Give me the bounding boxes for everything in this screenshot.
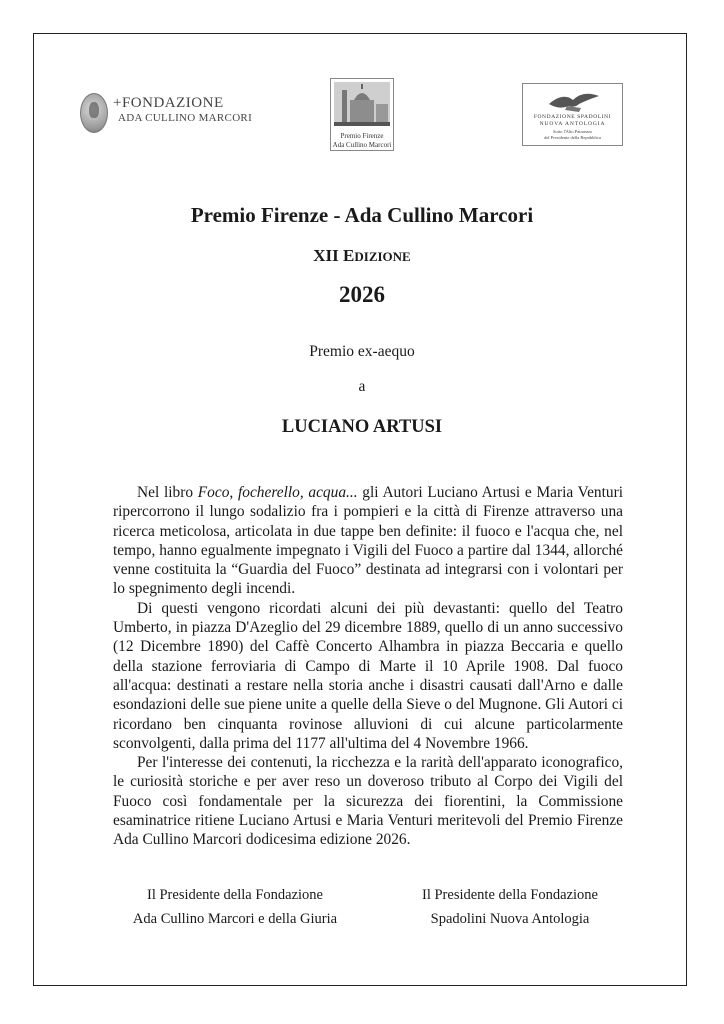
fondazione-logo-subtitle: ADA CULLINO MARCORI	[118, 112, 253, 124]
premio-firenze-logo	[330, 78, 394, 151]
portrait-medallion-icon	[80, 93, 108, 133]
award-type: Premio ex-aequo	[309, 343, 415, 360]
spadolini-logo-line1: FONDAZIONE SPADOLINI	[533, 114, 612, 120]
signature-right	[390, 883, 630, 931]
paragraph-1	[113, 483, 623, 599]
premio-logo-line1: Premio Firenze	[340, 132, 384, 140]
signature-left-line2: Ada Cullino Marcori e della Giuria	[132, 911, 338, 927]
spadolini-logo-line4: del Presidente della Repubblica	[544, 135, 601, 140]
edition-initial: E	[343, 246, 355, 265]
eagle-emblem-icon	[545, 88, 601, 114]
spadolini-logo-line2: NUOVA ANTOLOGIA	[539, 121, 606, 127]
edition-year: 2026	[339, 282, 385, 307]
paragraph-1-start: Nel libro	[137, 484, 198, 501]
spadolini-logo	[522, 83, 623, 146]
edition-number: XII	[313, 246, 339, 265]
signature-left-line1: Il Presidente della Fondazione	[147, 887, 323, 903]
paragraph-1-rest: gli Autori Luciano Artusi e Maria Venturi ripercorrono il lungo sodalizio fra i pompieri e la città di Firenze attraverso una ricerca meticolosa, articolata in due tappe ben definite: il fuoco e l'acqua che, nel tempo, hanno egualmente impegnato i Vigili del Fuoco a partire dal 1344, allorché venne costituita la “Guardia del Fuoco” destinata ad integrarsi con i volontari per lo spegnimento degli incendi.	[113, 484, 623, 598]
book-title: Foco, focherello, acqua...	[197, 484, 358, 501]
signature-right-line2: Spadolini Nuova Antologia	[430, 911, 590, 927]
paragraph-2: Di questi vengono ricordati alcuni dei più devastanti: quello del Teatro Umberto, in piazza D'Azeglio del 29 dicembre 1889, quello di un anno successivo (12 Dicembre 1890) del Caffè Concerto Alhambra in piazza Beccaria e quello della stazione ferroviaria di Campo di Marte il 10 Aprile 1908. Dal fuoco all'acqua: destinati a restare nella storia anche i disastri causati dall'Arno e dalle esondazioni delle sue piene unite a quelle della Sieve o del Mugnone. Gli Autori ci ricordano ben cinquanta rovinose alluvioni di cui alcune particolarmente sconvolgenti, dalla prima del 1177 all'ultima del 4 Novembre 1966.	[113, 599, 623, 752]
winner-name: LUCIANO ARTUSI	[281, 417, 443, 437]
fondazione-logo	[80, 93, 253, 133]
spadolini-logo-line3: Sotto l'Alto Patronato	[552, 129, 593, 134]
premio-logo-line2: Ada Cullino Marcori	[332, 141, 392, 149]
motivation-text	[113, 483, 623, 850]
signature-left	[110, 883, 360, 931]
award-preposition: a	[358, 378, 366, 395]
edition-word: DIZIONE	[354, 249, 411, 264]
fondazione-logo-title: +FONDAZIONE	[113, 95, 224, 111]
signature-right-line1: Il Presidente della Fondazione	[422, 887, 598, 903]
paragraph-3: Per l'interesse dei contenuti, la ricchezza e la rarità dell'apparato iconografico, le curiosità storiche e per aver reso un doveroso tributo al Corpo dei Vigili del Fuoco così fondamentale per la sicurezza dei fiorentini, la Commissione esaminatrice ritiene Luciano Artusi e Maria Venturi meritevoli del Premio Firenze Ada Cullino Marcori dodicesima edizione 2026.	[113, 754, 623, 849]
cathedral-image-icon	[334, 82, 390, 126]
edition-label	[0, 246, 724, 266]
award-title: Premio Firenze - Ada Cullino Marcori	[190, 203, 534, 227]
